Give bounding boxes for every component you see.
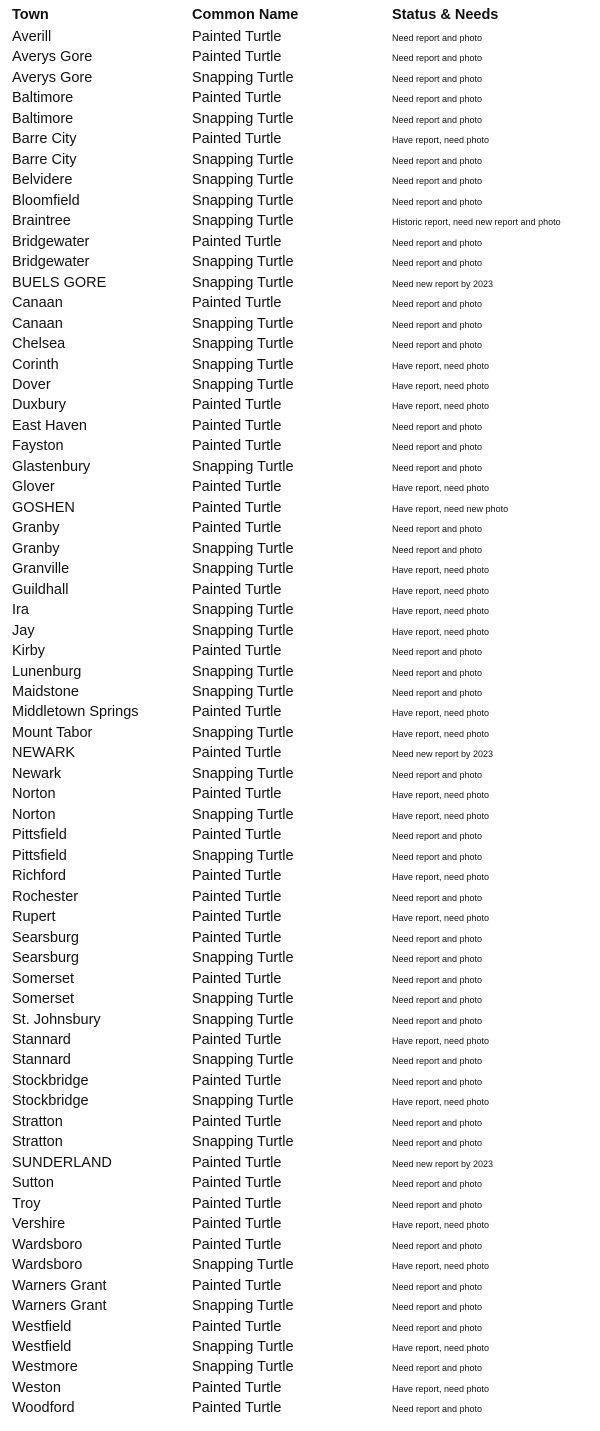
common-name-cell: Painted Turtle (192, 131, 282, 148)
town-cell: Stratton (12, 1113, 63, 1130)
town-cell: Pittsfield (12, 847, 67, 864)
common-name-cell: Snapping Turtle (192, 69, 294, 86)
status-cell: Need report and photo (392, 933, 483, 944)
town-cell: Wardsboro (12, 1236, 83, 1253)
status-cell: Need new report by 2023 (392, 1158, 494, 1169)
common-name-cell: Painted Turtle (192, 868, 282, 885)
town-cell: Rochester (12, 888, 79, 905)
common-name-cell: Painted Turtle (192, 1195, 282, 1212)
town-cell: Duxbury (12, 397, 66, 414)
table-row (0, 866, 600, 886)
table-row (0, 47, 600, 67)
table-row (0, 1255, 600, 1275)
table-row (0, 1050, 600, 1070)
town-cell: Granby (12, 520, 60, 537)
common-name-cell: Painted Turtle (192, 233, 282, 250)
table-row (0, 68, 600, 88)
town-cell: Bridgewater (12, 233, 90, 250)
table-row (0, 1010, 600, 1030)
town-cell: Westmore (12, 1359, 78, 1376)
town-cell: GOSHEN (12, 499, 75, 516)
status-cell: Need report and photo (392, 94, 483, 105)
common-name-cell: Snapping Turtle (192, 1052, 294, 1069)
status-cell: Need report and photo (392, 73, 483, 84)
common-name-cell: Snapping Turtle (192, 336, 294, 353)
common-name-cell: Snapping Turtle (192, 561, 294, 578)
table-row (0, 600, 600, 620)
status-cell: Need report and photo (392, 462, 483, 473)
table-row (0, 1357, 600, 1377)
common-name-cell: Painted Turtle (192, 49, 282, 66)
common-name-cell: Snapping Turtle (192, 765, 294, 782)
town-cell: Warners Grant (12, 1298, 107, 1315)
status-cell: Need new report by 2023 (392, 749, 494, 760)
table-row (0, 1091, 600, 1111)
common-name-cell: Painted Turtle (192, 1072, 282, 1089)
town-cell: Ira (12, 602, 29, 619)
status-cell: Need report and photo (392, 155, 483, 166)
table-row (0, 784, 600, 804)
status-cell: Have report, need photo (392, 872, 490, 883)
town-cell: Kirby (12, 643, 46, 660)
status-cell: Need report and photo (392, 33, 483, 43)
town-cell: Braintree (12, 213, 71, 230)
status-cell: Need report and photo (392, 442, 483, 453)
status-cell: Have report, need photo (392, 380, 490, 391)
common-name-cell: Painted Turtle (192, 1277, 282, 1294)
common-name-cell: Snapping Turtle (192, 1257, 294, 1274)
common-name-cell: Snapping Turtle (192, 458, 294, 475)
status-cell: Need report and photo (392, 1302, 483, 1313)
common-name-cell: Painted Turtle (192, 704, 282, 721)
common-name-cell: Painted Turtle (192, 786, 282, 803)
status-cell: Have report, need photo (392, 728, 490, 739)
common-name-cell: Painted Turtle (192, 929, 282, 946)
table-row (0, 887, 600, 907)
table-body (0, 27, 600, 1419)
town-cell: Warners Grant (12, 1277, 107, 1294)
town-cell: Stannard (12, 1031, 71, 1048)
table-row (0, 1173, 600, 1193)
town-cell: Bloomfield (12, 192, 80, 209)
common-name-cell: Painted Turtle (192, 1154, 282, 1171)
status-cell: Have report, need photo (392, 708, 490, 719)
table-row (0, 989, 600, 1009)
status-cell: Need report and photo (392, 1240, 483, 1251)
town-cell: Pittsfield (12, 827, 67, 844)
table-row (0, 27, 600, 47)
common-name-cell: Painted Turtle (192, 29, 282, 45)
town-cell: Vershire (12, 1216, 66, 1233)
table-row (0, 375, 600, 395)
status-cell: Have report, need photo (392, 585, 490, 596)
status-cell: Need report and photo (392, 1199, 483, 1210)
common-name-cell: Snapping Turtle (192, 991, 294, 1008)
town-cell: Wardsboro (12, 1257, 83, 1274)
table-row (0, 395, 600, 415)
town-cell: Norton (12, 786, 56, 803)
status-cell: Need report and photo (392, 319, 483, 330)
common-name-cell: Painted Turtle (192, 417, 282, 434)
table-row (0, 682, 600, 702)
town-cell: Baltimore (12, 110, 74, 127)
table-row (0, 1235, 600, 1255)
town-cell: Stockbridge (12, 1072, 89, 1089)
common-name-cell: Painted Turtle (192, 827, 282, 844)
town-cell: Bridgewater (12, 254, 90, 271)
common-name-cell: Snapping Turtle (192, 684, 294, 700)
town-cell: Jay (12, 622, 35, 639)
town-cell: Westfield (12, 1318, 72, 1335)
status-cell: Have report, need photo (392, 1035, 490, 1046)
status-cell: Have report, need photo (392, 483, 490, 494)
status-cell: Need report and photo (392, 995, 483, 1006)
town-cell: Barre City (12, 151, 77, 168)
town-cell: NEWARK (12, 745, 76, 762)
table-row (0, 969, 600, 989)
town-cell: Canaan (12, 295, 63, 312)
town-cell: Somerset (12, 970, 75, 987)
common-name-cell: Snapping Turtle (192, 151, 294, 168)
table-row (0, 1132, 600, 1152)
status-cell: Need report and photo (392, 53, 483, 64)
table-row (0, 1194, 600, 1214)
status-cell: Need report and photo (392, 237, 483, 248)
town-cell: Belvidere (12, 172, 73, 189)
status-cell: Need report and photo (392, 667, 483, 678)
common-name-cell: Snapping Turtle (192, 1134, 294, 1151)
header-common-name: Common Name (192, 7, 299, 23)
common-name-cell: Painted Turtle (192, 581, 282, 598)
common-name-cell: Painted Turtle (192, 499, 282, 516)
common-name-cell: Snapping Turtle (192, 110, 294, 127)
status-cell: Have report, need photo (392, 1261, 490, 1272)
table-row (0, 170, 600, 190)
common-name-cell: Snapping Turtle (192, 663, 294, 680)
status-cell: Need report and photo (392, 974, 483, 985)
table-row (0, 273, 600, 293)
table-row (0, 1276, 600, 1296)
table-row (0, 1398, 600, 1418)
town-cell: Averys Gore (12, 49, 93, 66)
status-cell: Need report and photo (392, 1404, 483, 1415)
common-name-cell: Painted Turtle (192, 520, 282, 537)
status-cell: Have report, need photo (392, 401, 490, 412)
table-row (0, 1378, 600, 1398)
table-row (0, 109, 600, 129)
status-cell: Have report, need photo (392, 565, 490, 576)
town-cell: Westfield (12, 1339, 72, 1355)
status-cell: Need report and photo (392, 851, 483, 862)
status-cell: Need report and photo (392, 688, 483, 698)
table-row (0, 580, 600, 600)
town-cell: Norton (12, 806, 56, 823)
common-name-cell: Painted Turtle (192, 643, 282, 660)
common-name-cell: Painted Turtle (192, 888, 282, 905)
town-cell: Corinth (12, 356, 59, 373)
table-row (0, 129, 600, 149)
town-cell: Mount Tabor (12, 724, 93, 741)
common-name-cell: Painted Turtle (192, 90, 282, 107)
table-row (0, 334, 600, 354)
status-cell: Have report, need photo (392, 606, 490, 617)
status-cell: Need report and photo (392, 1117, 483, 1128)
town-cell: Maidstone (12, 684, 79, 700)
common-name-cell: Snapping Turtle (192, 356, 294, 373)
table-row (0, 764, 600, 784)
status-cell: Need report and photo (392, 1322, 483, 1333)
town-cell: Guildhall (12, 581, 69, 598)
status-cell: Need report and photo (392, 196, 483, 207)
table-row (0, 457, 600, 477)
table-row (0, 232, 600, 252)
table-row (0, 498, 600, 518)
status-cell: Have report, need new photo (392, 503, 509, 514)
town-cell: Granville (12, 561, 70, 578)
common-name-cell: Painted Turtle (192, 745, 282, 762)
table-row (0, 1030, 600, 1050)
status-cell: Have report, need photo (392, 626, 490, 637)
status-cell: Need report and photo (392, 892, 483, 903)
town-cell: St. Johnsbury (12, 1011, 101, 1028)
table-row (0, 191, 600, 211)
table-row (0, 539, 600, 559)
town-cell: Somerset (12, 991, 75, 1008)
table-row (0, 805, 600, 825)
town-cell: Averys Gore (12, 69, 93, 86)
town-cell: Sutton (12, 1175, 54, 1192)
status-cell: Need report and photo (392, 258, 483, 269)
status-cell: Need report and photo (392, 1076, 483, 1087)
common-name-cell: Snapping Turtle (192, 376, 294, 393)
table-row (0, 1296, 600, 1316)
status-cell: Need report and photo (392, 1015, 483, 1026)
town-cell: Searsburg (12, 929, 79, 946)
common-name-cell: Painted Turtle (192, 479, 282, 496)
status-cell: Need report and photo (392, 1363, 483, 1374)
table-row (0, 928, 600, 948)
common-name-cell: Snapping Turtle (192, 1339, 294, 1355)
town-cell: Canaan (12, 315, 63, 332)
table-row (0, 436, 600, 456)
status-cell: Have report, need photo (392, 360, 490, 371)
common-name-cell: Snapping Turtle (192, 172, 294, 189)
table-row (0, 846, 600, 866)
status-cell: Need report and photo (392, 524, 483, 535)
status-cell: Need report and photo (392, 114, 483, 125)
status-cell: Need report and photo (392, 1281, 483, 1292)
town-cell: East Haven (12, 417, 87, 434)
town-cell: Barre City (12, 131, 77, 148)
common-name-cell: Painted Turtle (192, 970, 282, 987)
town-cell: Fayston (12, 438, 64, 455)
table-row (0, 641, 600, 661)
status-cell: Have report, need photo (392, 1097, 490, 1108)
table-row (0, 1317, 600, 1337)
table-row (0, 948, 600, 968)
table-row (0, 621, 600, 641)
common-name-cell: Snapping Turtle (192, 950, 294, 967)
common-name-cell: Snapping Turtle (192, 1359, 294, 1376)
common-name-cell: Snapping Turtle (192, 622, 294, 639)
table-row (0, 252, 600, 272)
common-name-cell: Painted Turtle (192, 397, 282, 414)
status-cell: Need report and photo (392, 769, 483, 780)
status-cell: Have report, need photo (392, 1220, 490, 1231)
table-row (0, 88, 600, 108)
table-row (0, 702, 600, 722)
table-row (0, 1112, 600, 1132)
status-cell: Have report, need photo (392, 135, 490, 146)
status-cell: Need report and photo (392, 544, 483, 555)
table-row (0, 1214, 600, 1234)
town-cell: Chelsea (12, 336, 66, 353)
town-cell: Granby (12, 540, 60, 557)
town-cell: Stannard (12, 1052, 71, 1069)
common-name-cell: Snapping Turtle (192, 1298, 294, 1315)
table-row (0, 293, 600, 313)
table-row (0, 477, 600, 497)
town-cell: Averill (12, 29, 52, 45)
common-name-cell: Snapping Turtle (192, 192, 294, 209)
table-row (0, 662, 600, 682)
town-cell: Baltimore (12, 90, 74, 107)
status-cell: Have report, need photo (392, 790, 490, 801)
town-cell: Newark (12, 765, 62, 782)
status-cell: Need report and photo (392, 176, 483, 187)
status-cell: Need report and photo (392, 421, 483, 432)
table-row (0, 1071, 600, 1091)
table-row (0, 355, 600, 375)
status-cell: Need report and photo (392, 1138, 483, 1149)
common-name-cell: Painted Turtle (192, 295, 282, 312)
table-row (0, 1153, 600, 1173)
town-cell: Glover (12, 479, 55, 496)
town-cell: BUELS GORE (12, 274, 107, 291)
common-name-cell: Snapping Turtle (192, 724, 294, 741)
common-name-cell: Snapping Turtle (192, 602, 294, 619)
common-name-cell: Snapping Turtle (192, 1011, 294, 1028)
common-name-cell: Snapping Turtle (192, 540, 294, 557)
common-name-cell: Painted Turtle (192, 1318, 282, 1335)
town-cell: Richford (12, 868, 66, 885)
town-cell: Middletown Springs (12, 704, 139, 721)
town-cell: SUNDERLAND (12, 1154, 112, 1171)
table-row (0, 211, 600, 231)
common-name-cell: Snapping Turtle (192, 1093, 294, 1110)
common-name-cell: Painted Turtle (192, 1175, 282, 1192)
common-name-cell: Snapping Turtle (192, 254, 294, 271)
table-row (0, 416, 600, 436)
common-name-cell: Painted Turtle (192, 1216, 282, 1233)
status-cell: Need report and photo (392, 647, 483, 658)
common-name-cell: Snapping Turtle (192, 274, 294, 291)
table-row (0, 314, 600, 334)
status-cell: Need report and photo (392, 1056, 483, 1067)
town-cell: Stockbridge (12, 1093, 89, 1110)
town-cell: Woodford (12, 1400, 75, 1417)
table-row (0, 1337, 600, 1357)
table-row (0, 723, 600, 743)
status-cell: Need report and photo (392, 954, 483, 965)
common-name-cell: Painted Turtle (192, 1236, 282, 1253)
table-row (0, 518, 600, 538)
common-name-cell: Snapping Turtle (192, 806, 294, 823)
common-name-cell: Painted Turtle (192, 1400, 282, 1417)
status-cell: Need report and photo (392, 340, 483, 351)
common-name-cell: Snapping Turtle (192, 847, 294, 864)
status-cell: Need new report by 2023 (392, 278, 494, 289)
status-cell: Have report, need photo (392, 913, 490, 924)
table-row (0, 559, 600, 579)
town-cell: Searsburg (12, 950, 79, 967)
common-name-cell: Painted Turtle (192, 1379, 282, 1396)
status-cell: Have report, need photo (392, 1383, 490, 1394)
table-row (0, 825, 600, 845)
common-name-cell: Painted Turtle (192, 1113, 282, 1130)
town-cell: Rupert (12, 909, 56, 926)
header-status-needs: Status & Needs (392, 7, 499, 23)
status-cell: Have report, need photo (392, 1343, 490, 1353)
town-cell: Glastenbury (12, 458, 91, 475)
common-name-cell: Painted Turtle (192, 1031, 282, 1048)
table-row (0, 150, 600, 170)
table-row (0, 907, 600, 927)
town-cell: Stratton (12, 1134, 63, 1151)
common-name-cell: Painted Turtle (192, 438, 282, 455)
status-cell: Need report and photo (392, 299, 483, 310)
town-cell: Lunenburg (12, 663, 82, 680)
town-cell: Troy (12, 1195, 41, 1212)
common-name-cell: Snapping Turtle (192, 213, 294, 230)
status-cell: Have report, need photo (392, 810, 490, 821)
status-cell: Need report and photo (392, 831, 483, 842)
table-row (0, 743, 600, 763)
town-cell: Weston (12, 1379, 61, 1396)
header-town: Town (12, 7, 49, 23)
status-cell: Historic report, need new report and photo (392, 217, 561, 228)
common-name-cell: Snapping Turtle (192, 315, 294, 332)
common-name-cell: Painted Turtle (192, 909, 282, 926)
status-cell: Need report and photo (392, 1179, 483, 1190)
town-cell: Dover (12, 376, 51, 393)
